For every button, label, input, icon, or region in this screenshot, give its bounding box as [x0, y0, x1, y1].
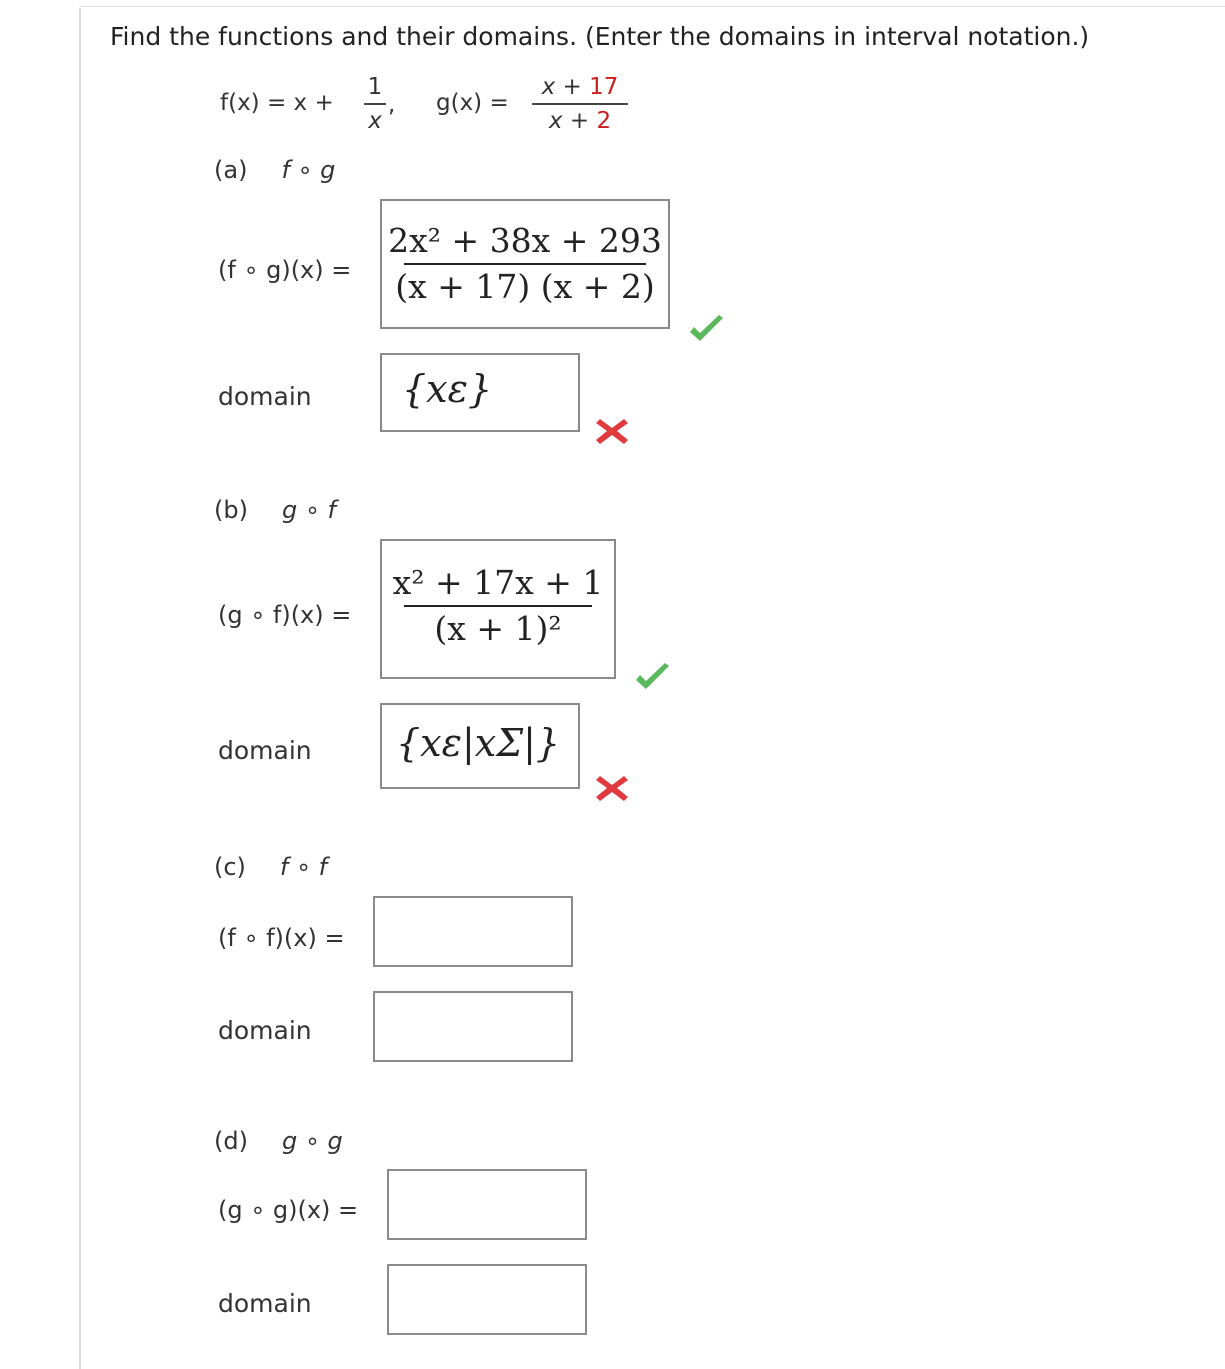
- part-a-answer-field[interactable]: [380, 199, 670, 329]
- part-d-domain-label: domain: [218, 1289, 312, 1318]
- part-a-operation: f ∘ g: [281, 156, 336, 184]
- part-a-answer-fraction: [382, 221, 668, 307]
- fraction-bar: [404, 605, 592, 607]
- part-c-operation: f ∘ f: [279, 853, 328, 881]
- part-c-label: [214, 853, 327, 881]
- g-numerator-var: x +: [541, 74, 590, 100]
- f-denominator: x: [368, 107, 382, 134]
- cross-icon: [592, 414, 632, 448]
- given-functions: [220, 74, 640, 136]
- part-b-answer-fraction: [382, 563, 614, 649]
- part-a-domain-label: domain: [218, 382, 312, 411]
- part-c-domain-label: domain: [218, 1016, 312, 1045]
- g-numerator-const: 17: [589, 74, 619, 100]
- part-a-domain-field[interactable]: [380, 353, 580, 432]
- part-c-letter: (c): [214, 853, 246, 881]
- part-d-label: [214, 1127, 343, 1155]
- cross-icon: [592, 771, 632, 805]
- part-b-operation: g ∘ f: [281, 496, 336, 524]
- fraction-bar: [404, 263, 646, 265]
- part-b-domain-label: domain: [218, 736, 312, 765]
- fraction-bar: [532, 103, 628, 105]
- part-d-letter: (d): [214, 1127, 248, 1155]
- part-c-lhs: (f ∘ f)(x) =: [218, 924, 345, 952]
- part-a-lhs: (f ∘ g)(x) =: [218, 256, 352, 284]
- check-icon: [632, 660, 672, 694]
- left-rule: [79, 8, 81, 1369]
- comma: ,: [388, 92, 396, 118]
- g-denominator-const: 2: [596, 107, 612, 134]
- g-fraction: [532, 74, 628, 134]
- part-a-answer-denominator: (x + 17) (x + 2): [395, 267, 655, 306]
- part-c-domain-field[interactable]: [373, 991, 573, 1062]
- f-fraction: [364, 74, 386, 134]
- check-icon: [686, 312, 726, 346]
- part-d-domain-field[interactable]: [387, 1264, 587, 1335]
- part-a-answer-numerator: 2x² + 38x + 293: [388, 221, 662, 260]
- part-b-domain-field[interactable]: [380, 703, 580, 789]
- part-b-letter: (b): [214, 496, 248, 524]
- part-c-answer-field[interactable]: [373, 896, 573, 967]
- part-a-label: [214, 156, 335, 184]
- instruction-text: Find the functions and their domains. (Enter the domains in interval notation.): [110, 22, 1090, 51]
- part-b-answer-numerator: x² + 17x + 1: [392, 563, 604, 602]
- part-a-domain-value: {xε}: [402, 367, 493, 411]
- f-numerator: 1: [367, 74, 383, 100]
- g-definition-lhs: g(x) =: [436, 90, 517, 116]
- part-a-letter: (a): [214, 156, 248, 184]
- g-denominator: [532, 108, 628, 134]
- part-d-answer-field[interactable]: [387, 1169, 587, 1240]
- part-b-domain-value: {xε|xΣ|}: [396, 721, 561, 765]
- g-denominator-var: x +: [548, 107, 597, 134]
- part-b-label: [214, 496, 336, 524]
- f-definition-lhs: f(x) = x +: [220, 90, 342, 116]
- top-rule: [79, 6, 1225, 7]
- part-b-lhs: (g ∘ f)(x) =: [218, 601, 352, 629]
- part-b-answer-field[interactable]: [380, 539, 616, 679]
- part-b-answer-denominator: (x + 1)²: [434, 609, 562, 648]
- g-numerator: [532, 74, 628, 100]
- part-d-operation: g ∘ g: [281, 1127, 343, 1155]
- fraction-bar: [364, 103, 386, 105]
- part-d-lhs: (g ∘ g)(x) =: [218, 1196, 359, 1224]
